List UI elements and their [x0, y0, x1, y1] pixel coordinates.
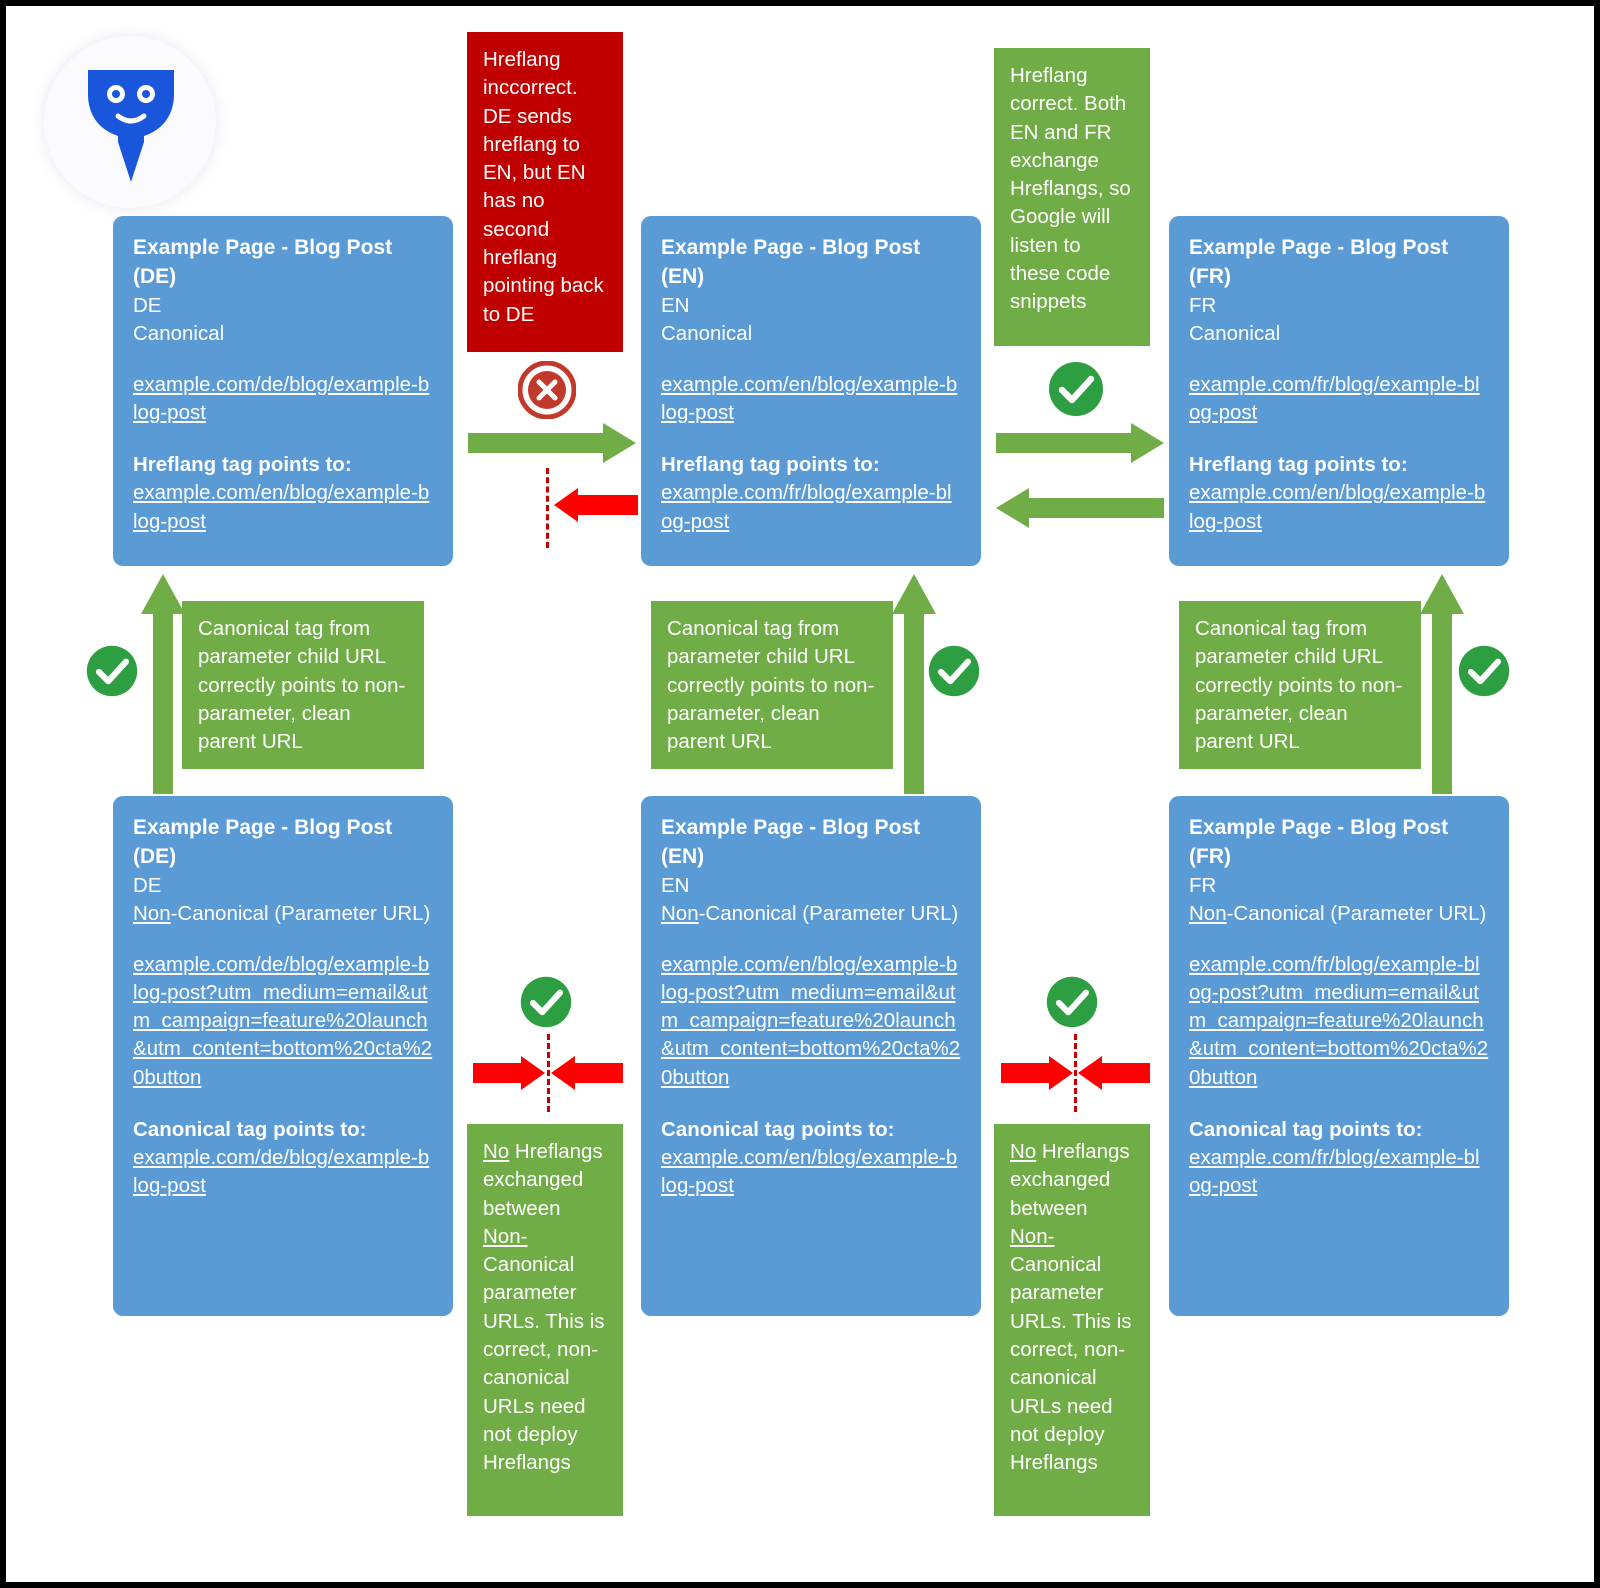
- arrow-de-param-blocked: [473, 1056, 545, 1090]
- canonical-pointer-label: Canonical tag points to:: [1189, 1117, 1423, 1141]
- page-language: FR: [1189, 293, 1217, 317]
- page-title: Example Page - Blog Post (EN): [661, 236, 921, 288]
- note-canonical-correct-de: [182, 601, 424, 769]
- page-language: EN: [661, 293, 690, 317]
- note-text: Canonical tag from parameter child URL correctly points to non-parameter, clean parent URL: [198, 617, 406, 754]
- page-url-link[interactable]: example.com/en/blog/example-blog-post: [661, 372, 958, 424]
- arrow-en-param-blocked-left: [551, 1056, 623, 1090]
- page-url-link[interactable]: example.com/de/blog/example-blog-post: [133, 372, 430, 424]
- page-language: EN: [661, 873, 690, 897]
- note-no-hreflang-en-fr: [994, 1124, 1150, 1516]
- note-text: Hreflang inccorrect. DE sends hreflang to EN, but EN has no second hreflang pointing back to DE: [483, 48, 604, 326]
- check-circle-icon: [1044, 974, 1100, 1030]
- page-box-fr-canonical: [1169, 216, 1509, 566]
- page-box-en-parameter: [641, 796, 981, 1316]
- page-box-de-canonical: [113, 216, 453, 566]
- check-circle-icon: [926, 643, 982, 699]
- page-url-link[interactable]: example.com/fr/blog/example-blog-post?utm_medium=email&utm_campaign=feature%20launch&utm_content=bottom%20cta%20button: [1189, 952, 1489, 1089]
- check-circle-icon: [518, 974, 574, 1030]
- arrow-en-param-blocked-right: [1001, 1056, 1073, 1090]
- hreflang-pointer-label: Hreflang tag points to:: [661, 453, 880, 477]
- canonical-pointer-url[interactable]: example.com/en/blog/example-blog-post: [661, 1146, 958, 1198]
- arrow-de-to-en: [468, 421, 638, 465]
- arrow-en-to-fr: [996, 421, 1166, 465]
- page-title: Example Page - Blog Post (FR): [1189, 816, 1449, 868]
- canonical-state: Canonical: [1189, 322, 1281, 346]
- brand-logo: [44, 36, 216, 208]
- hreflang-pointer-label: Hreflang tag points to:: [133, 453, 352, 477]
- page-language: FR: [1189, 873, 1217, 897]
- page-url-link[interactable]: example.com/fr/blog/example-blog-post: [1189, 372, 1480, 424]
- hreflang-pointer-url[interactable]: example.com/fr/blog/example-blog-post: [661, 481, 952, 533]
- note-text: No Hreflangs exchanged between Non-Canonical parameter URLs. This is correct, non-canonical URLs need not deploy Hreflangs: [483, 1140, 605, 1475]
- broken-link-marker: [1074, 1034, 1077, 1112]
- note-canonical-correct-en: [651, 601, 893, 769]
- page-language: DE: [133, 873, 162, 897]
- canonical-pointer-url[interactable]: example.com/de/blog/example-blog-post: [133, 1146, 430, 1198]
- canonical-pointer-label: Canonical tag points to:: [661, 1117, 895, 1141]
- arrow-fr-to-en: [996, 486, 1166, 530]
- page-title: Example Page - Blog Post (DE): [133, 236, 393, 288]
- page-box-en-canonical: [641, 216, 981, 566]
- owl-pen-icon: [78, 64, 184, 182]
- note-text: Canonical tag from parameter child URL correctly points to non-parameter, clean parent URL: [1195, 617, 1403, 754]
- note-hreflang-incorrect: [467, 32, 623, 352]
- canonical-pointer-label: Canonical tag points to:: [133, 1117, 367, 1141]
- canonical-state: Canonical: [133, 322, 225, 346]
- broken-link-marker: [547, 1034, 550, 1112]
- arrow-fr-param-blocked: [1078, 1056, 1150, 1090]
- page-title: Example Page - Blog Post (FR): [1189, 236, 1449, 288]
- canonical-state: Non-Canonical (Parameter URL): [133, 902, 431, 926]
- note-canonical-correct-fr: [1179, 601, 1421, 769]
- hreflang-pointer-url[interactable]: example.com/en/blog/example-blog-post: [1189, 481, 1486, 533]
- check-circle-icon: [1046, 359, 1106, 419]
- canonical-pointer-url[interactable]: example.com/fr/blog/example-blog-post: [1189, 1146, 1480, 1198]
- error-cross-icon: [518, 361, 576, 419]
- note-text: Hreflang correct. Both EN and FR exchange Hreflangs, so Google will listen to these code snippets: [1010, 64, 1131, 314]
- canonical-state: Non-Canonical (Parameter URL): [661, 902, 959, 926]
- note-text: No Hreflangs exchanged between Non-Canonical parameter URLs. This is correct, non-canonical URLs need not deploy Hreflangs: [1010, 1140, 1132, 1475]
- page-url-link[interactable]: example.com/en/blog/example-blog-post?utm_medium=email&utm_campaign=feature%20launch&utm_content=bottom%20cta%20button: [661, 952, 961, 1089]
- broken-link-marker: [546, 468, 549, 548]
- page-box-de-parameter: [113, 796, 453, 1316]
- note-no-hreflang-de-en: [467, 1124, 623, 1516]
- page-title: Example Page - Blog Post (DE): [133, 816, 393, 868]
- arrow-en-to-de-broken: [554, 488, 638, 522]
- page-box-fr-parameter: [1169, 796, 1509, 1316]
- note-text: Canonical tag from parameter child URL correctly points to non-parameter, clean parent URL: [667, 617, 875, 754]
- canonical-state: Non-Canonical (Parameter URL): [1189, 902, 1487, 926]
- hreflang-pointer-label: Hreflang tag points to:: [1189, 453, 1408, 477]
- check-circle-icon: [84, 643, 140, 699]
- canonical-state: Canonical: [661, 322, 753, 346]
- note-hreflang-correct: [994, 48, 1150, 346]
- arrow-canonical-up-de: [139, 574, 187, 794]
- check-circle-icon: [1456, 643, 1512, 699]
- page-language: DE: [133, 293, 162, 317]
- hreflang-pointer-url[interactable]: example.com/en/blog/example-blog-post: [133, 481, 430, 533]
- page-url-link[interactable]: example.com/de/blog/example-blog-post?utm_medium=email&utm_campaign=feature%20launch&utm_content=bottom%20cta%20button: [133, 952, 433, 1089]
- page-title: Example Page - Blog Post (EN): [661, 816, 921, 868]
